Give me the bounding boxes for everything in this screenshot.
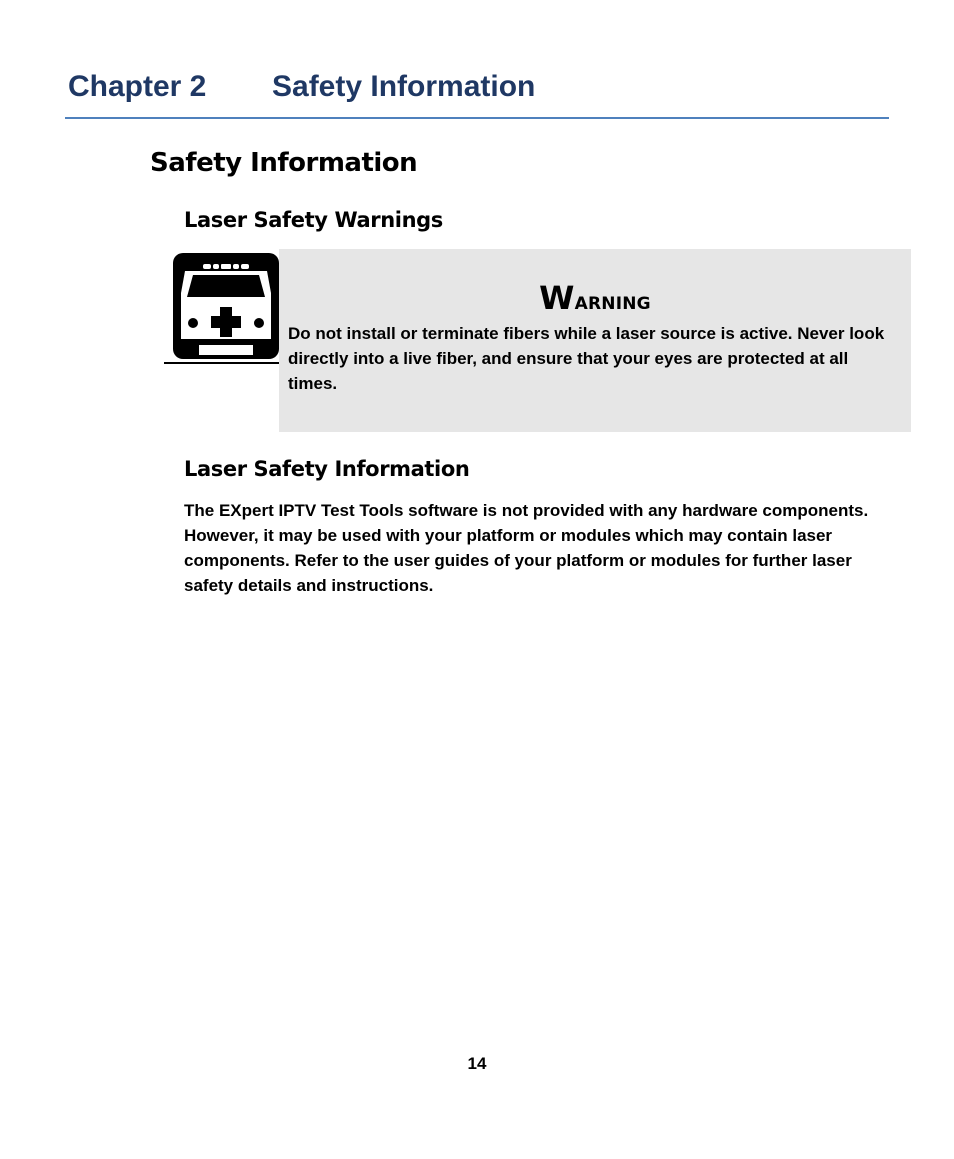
warning-text: Do not install or terminate fibers while a laser source is active. Never look directly into a live fiber, and ensure that your eyes are protected at all times. — [288, 324, 885, 393]
icon-underline — [164, 362, 279, 364]
section-title: Safety Information — [150, 148, 418, 178]
chapter-header — [68, 70, 888, 110]
warning-heading-rest: arning — [574, 287, 651, 315]
laser-safety-warnings-heading: Laser Safety Warnings — [184, 208, 443, 232]
warning-heading-initial: W — [539, 279, 575, 317]
laser-safety-information-heading: Laser Safety Information — [184, 457, 470, 481]
warning-box — [279, 249, 911, 432]
laser-safety-information-body: The EXpert IPTV Test Tools software is not provided with any hardware components. However, it may be used with your platform or modules which may contain laser components. Refer to the user guides of your platform or modules for further laser safety details and instructions. — [184, 501, 869, 595]
ambulance-warning-icon — [173, 253, 279, 359]
warning-heading — [279, 279, 911, 317]
chapter-number: Chapter 2 — [68, 70, 207, 103]
chapter-divider — [65, 117, 889, 119]
page-number: 14 — [467, 1054, 487, 1073]
chapter-title: Safety Information — [272, 70, 536, 103]
